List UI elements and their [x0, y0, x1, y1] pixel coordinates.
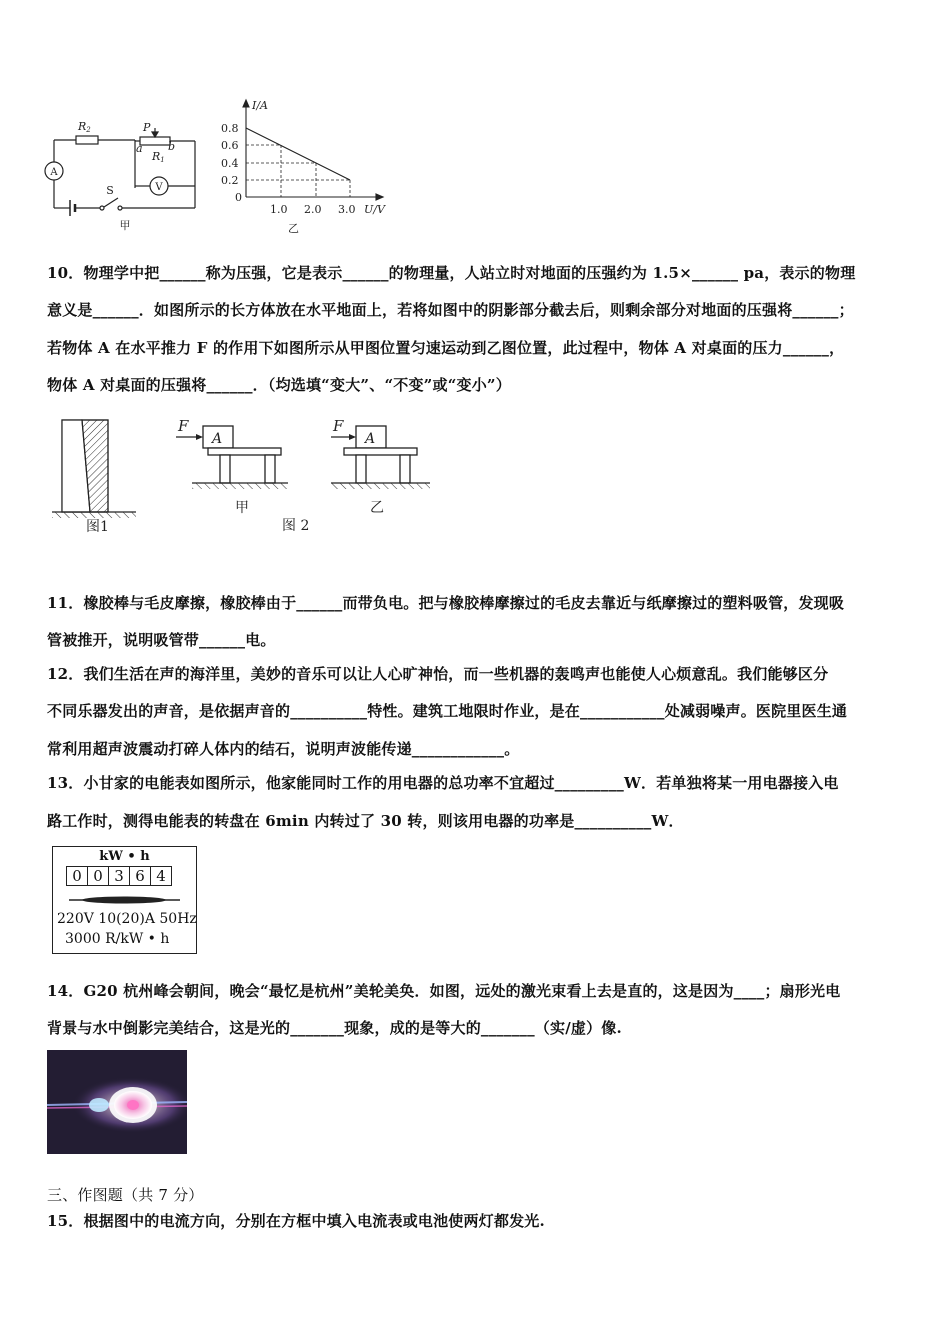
meter-digit: 0 [67, 867, 88, 885]
figure-2-yi [344, 426, 417, 483]
figure-1-block [62, 420, 108, 512]
svg-text:A: A [50, 167, 58, 178]
svg-text:S: S [106, 184, 114, 197]
laser-show-photo [47, 1050, 187, 1154]
meter-digit: 4 [156, 867, 166, 885]
q15-text: 15．根据图中的电流方向，分别在方框中填入电流表或电池使两灯都发光. [47, 1212, 545, 1230]
iu-graph [218, 97, 403, 237]
svg-text:0.2: 0.2 [221, 174, 239, 187]
q10-line-3: 若物体 A 在水平推力 F 的作用下如图所示从甲图位置匀速运动到乙图位置，此过程中，物体 A 对桌面的压力______， [47, 339, 845, 357]
q14-line-1: 14．G20 杭州峰会朝间，晚会“最忆是杭州”美轮美奂．如图，远处的激光束看上去是直的，这是因为____；扇形光电 [47, 982, 841, 1000]
svg-text:乙: 乙 [288, 222, 299, 235]
pressure-figures [48, 412, 438, 537]
svg-text:P: P [143, 121, 151, 134]
q10-line-4: 物体 A 对桌面的压强将______．（均选填“变大”、“不变”或“变小”） [47, 376, 511, 394]
meter-digits [66, 866, 172, 886]
svg-text:2.0: 2.0 [304, 203, 322, 216]
svg-text:乙: 乙 [370, 500, 384, 516]
svg-text:R2: R2 [78, 120, 91, 134]
meter-digit: 6 [130, 867, 151, 885]
svg-text:甲: 甲 [235, 500, 249, 516]
q12-line-3: 常利用超声波震动打碎人体内的结石，说明声波能传递____________。 [47, 740, 520, 758]
svg-text:U/V: U/V [364, 203, 385, 216]
svg-text:图 2: 图 2 [282, 518, 310, 534]
section-3-heading: 三、作图题（共 7 分） [47, 1186, 204, 1204]
q12-line-1: 12．我们生活在声的海洋里，美妙的音乐可以让人心旷神怡，而一些机器的轰鸣声也能使人心烦意乱。我们能够区分 [47, 665, 829, 683]
q13-line-2: 路工作时，测得电能表的转盘在 6min 内转过了 30 转，则该用电器的功率是__________W． [47, 812, 684, 830]
svg-text:V: V [155, 182, 163, 193]
electricity-meter [52, 846, 197, 954]
resistor-r1 [140, 137, 170, 145]
meter-unit: kW • h [99, 849, 150, 864]
svg-text:图1: 图1 [86, 519, 109, 535]
svg-text:0.4: 0.4 [221, 157, 239, 170]
svg-text:A: A [212, 431, 223, 447]
meter-digit: 3 [109, 867, 130, 885]
resistor-r2 [76, 136, 98, 144]
meter-spec: 220V 10(20)A 50Hz [57, 911, 197, 927]
svg-text:F: F [333, 417, 344, 435]
svg-text:甲: 甲 [119, 219, 131, 232]
q10-line-2: 意义是______．如图所示的长方体放在水平地面上，若将如图中的阴影部分截去后，则剩余部分对地面的压强将______； [47, 301, 854, 319]
q12-line-2: 不同乐器发出的声音，是依据声音的__________特性。建筑工地限时作业，是在___________处减弱噪声。医院里医生通 [47, 702, 848, 720]
iu-data-line [246, 128, 350, 180]
meter-disc-icon [67, 894, 182, 906]
svg-text:0: 0 [235, 191, 242, 204]
svg-text:a: a [136, 142, 143, 155]
q10-line-1: 10．物理学中把______称为压强，它是表示______的物理量，人站立时对地面的压强约为 1.5×______ pa，表示的物理 [47, 264, 856, 282]
svg-text:R1: R1 [152, 150, 165, 164]
q11-line-1: 11．橡胶棒与毛皮摩擦，橡胶棒由于______而带负电。把与橡胶棒摩擦过的毛皮去靠近与纸摩擦过的塑料吸管，发现吸 [47, 594, 845, 612]
svg-text:3.0: 3.0 [338, 203, 356, 216]
svg-text:0.6: 0.6 [221, 139, 239, 152]
svg-text:A: A [365, 431, 376, 447]
circuit-diagram [40, 110, 210, 235]
q13-line-1: 13．小甘家的电能表如图所示，他家能同时工作的用电器的总功率不宜超过_________W．若单独将某一用电器接入电 [47, 774, 839, 792]
svg-text:F: F [178, 417, 189, 435]
svg-text:0.8: 0.8 [221, 122, 239, 135]
svg-text:I/A: I/A [252, 99, 268, 112]
q14-line-2: 背景与水中倒影完美结合，这是光的_______现象，成的是等大的_______（实/虚）像. [47, 1019, 622, 1037]
svg-text:b: b [168, 140, 176, 153]
q11-line-2: 管被推开，说明吸管带______电。 [47, 631, 276, 649]
meter-digit: 0 [88, 867, 109, 885]
svg-text:1.0: 1.0 [270, 203, 288, 216]
meter-rate: 3000 R/kW • h [65, 931, 170, 947]
